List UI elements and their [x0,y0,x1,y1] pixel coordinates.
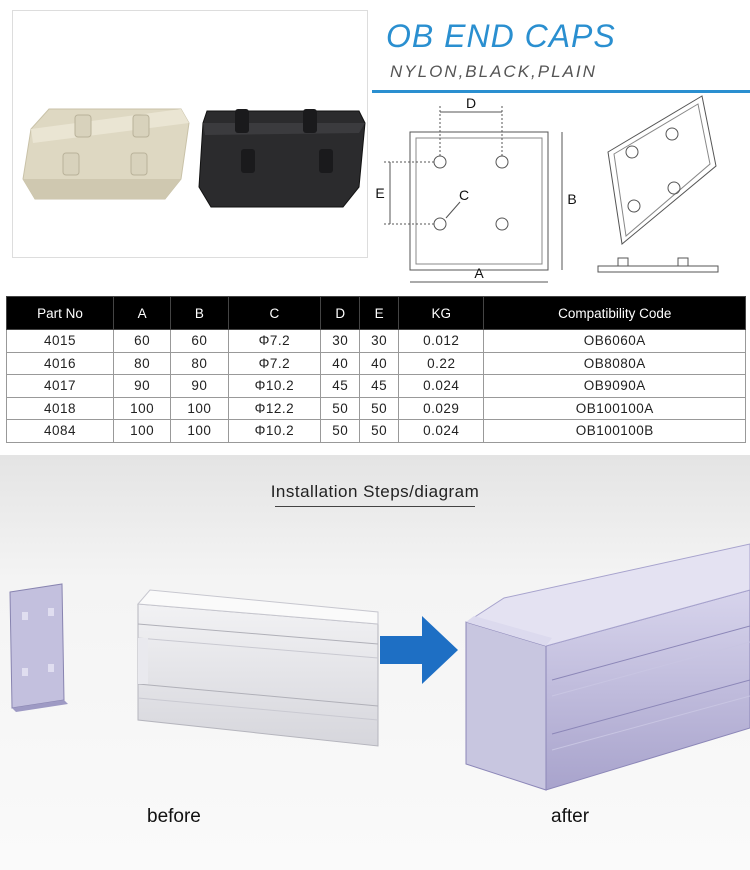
cell-b: 80 [171,352,228,375]
front-view-inner [416,138,542,264]
cell-c: Φ10.2 [228,420,321,443]
cell-a: 60 [114,330,171,353]
cell-c: Φ7.2 [228,352,321,375]
installation-diagram [0,520,750,800]
cell-compatibility-code: OB100100A [484,397,746,420]
dim-label-e: E [375,185,385,201]
cell-kg: 0.029 [399,397,484,420]
cell-c: Φ12.2 [228,397,321,420]
cell-compatibility-code: OB100100B [484,420,746,443]
cell-b: 100 [171,397,228,420]
cell-compatibility-code: OB6060A [484,330,746,353]
cell-d: 30 [321,330,360,353]
cell-b: 60 [171,330,228,353]
cell-a: 90 [114,375,171,398]
right-arrow-icon [380,616,458,684]
table-row [7,352,746,375]
cell-e: 30 [360,330,399,353]
dim-label-d: D [465,95,477,111]
col-header-c: C [228,297,321,330]
col-header-b: B [171,297,228,330]
cell-part-no: 4016 [7,352,114,375]
cell-a: 100 [114,397,171,420]
loose-end-cap [10,584,68,712]
spec-table [6,296,746,443]
col-header-d: D [321,297,360,330]
cell-e: 50 [360,397,399,420]
table-row [7,397,746,420]
page-title: OB END CAPS [386,18,616,54]
table-row [7,375,746,398]
cell-kg: 0.024 [399,420,484,443]
side-view-outline [598,266,718,272]
cell-part-no: 4015 [7,330,114,353]
cell-a: 100 [114,420,171,443]
cell-d: 40 [321,352,360,375]
cell-c: Φ7.2 [228,330,321,353]
table-row [7,420,746,443]
installation-title-underline [275,506,475,507]
end-caps-photo [13,11,368,258]
black-end-cap-image [199,109,365,207]
col-header-a: A [114,297,171,330]
cell-e: 45 [360,375,399,398]
title-divider [372,90,750,93]
cell-b: 90 [171,375,228,398]
cell-kg: 0.22 [399,352,484,375]
cell-kg: 0.012 [399,330,484,353]
table-header-row [7,297,746,330]
cell-d: 45 [321,375,360,398]
cell-kg: 0.024 [399,375,484,398]
cell-compatibility-code: OB9090A [484,375,746,398]
before-label: before [147,806,201,827]
cell-e: 40 [360,352,399,375]
cell-part-no: 4017 [7,375,114,398]
cell-b: 100 [171,420,228,443]
material-subtitle: NYLON,BLACK,PLAIN [390,62,597,81]
cell-c: Φ10.2 [228,375,321,398]
col-header-part-no: Part No [7,297,114,330]
dim-label-a: A [474,265,484,281]
after-label: after [551,806,590,827]
installation-title: Installation Steps/diagram [270,482,480,501]
col-header-e: E [360,297,399,330]
cell-d: 50 [321,397,360,420]
product-photo [12,10,368,258]
cell-e: 50 [360,420,399,443]
cell-part-no: 4018 [7,397,114,420]
profile-after [466,544,750,790]
cell-a: 80 [114,352,171,375]
col-header-kg: KG [399,297,484,330]
dimension-diagrams [372,94,750,294]
cell-d: 50 [321,420,360,443]
dim-label-c: C [458,187,470,203]
cell-compatibility-code: OB8080A [484,352,746,375]
profile-before [138,590,378,746]
front-view-outline [410,132,548,270]
beige-end-cap-image [23,109,189,199]
dim-label-b: B [567,191,577,207]
col-header-compatibility-code: Compatibility Code [484,297,746,330]
table-row [7,330,746,353]
cell-part-no: 4084 [7,420,114,443]
